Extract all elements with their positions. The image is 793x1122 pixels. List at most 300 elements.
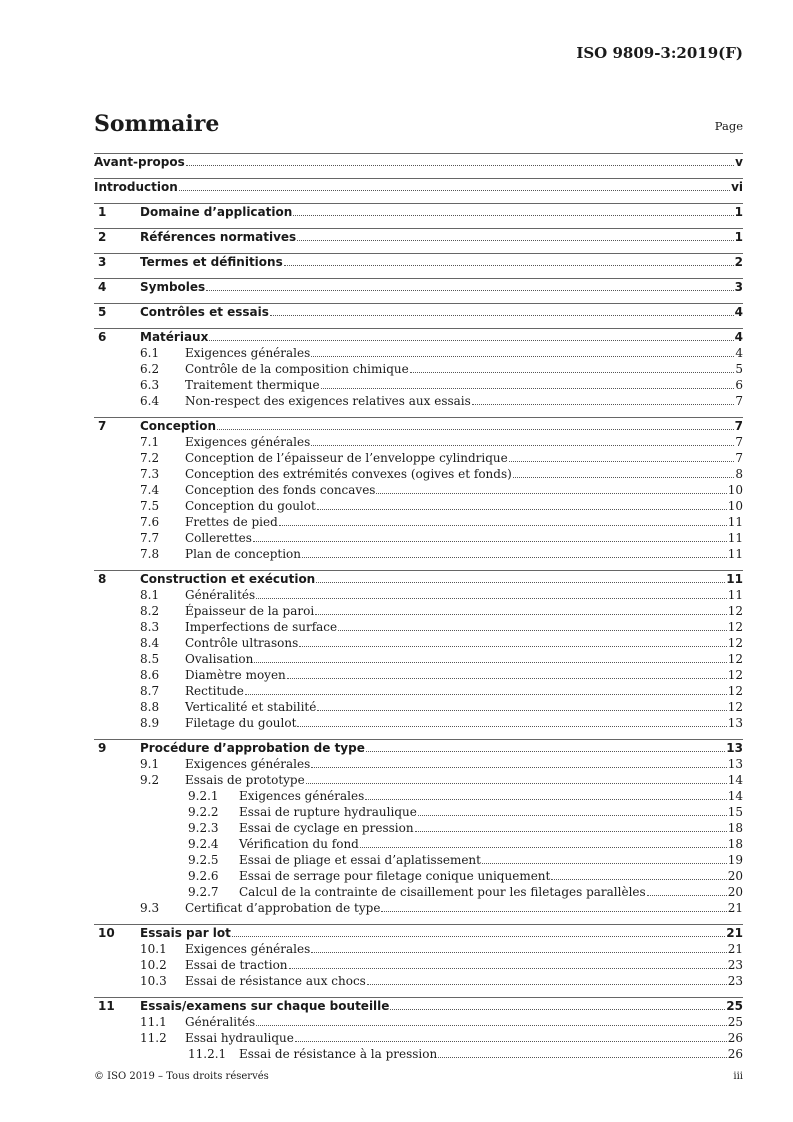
- toc-entry[interactable]: [94, 852, 743, 868]
- toc-entry-title: Exigences générales: [239, 789, 365, 803]
- toc-entry-number: 5: [98, 305, 107, 319]
- toc-entry-title: Rectitude: [185, 684, 244, 698]
- toc-entry-page: 23: [727, 974, 743, 988]
- toc-entry-page: 13: [726, 741, 743, 755]
- toc-entry-page: 7: [735, 394, 743, 408]
- toc-entry-number: 10: [98, 926, 115, 940]
- toc-entry[interactable]: [94, 973, 743, 989]
- dot-leader: [365, 788, 726, 800]
- toc-entry-page: 14: [727, 773, 743, 787]
- toc-entry[interactable]: [94, 900, 743, 916]
- toc-entry[interactable]: [94, 377, 743, 393]
- page-column-label: Page: [714, 119, 743, 133]
- toc-entry[interactable]: [94, 204, 743, 220]
- toc-entry-line: [140, 229, 743, 245]
- toc-entry-title: Références normatives: [140, 230, 297, 244]
- toc-entry-page: 1: [734, 205, 743, 219]
- toc-entry[interactable]: [94, 514, 743, 530]
- toc-entry-title: Filetage du goulot: [185, 716, 297, 730]
- toc-entry-line: [185, 393, 743, 409]
- toc-entry-number: 1: [98, 205, 107, 219]
- toc-entry-title: Essais par lot: [140, 926, 231, 940]
- dot-leader: [360, 836, 727, 848]
- toc-entry-number: 8: [98, 572, 107, 586]
- toc-entry[interactable]: [94, 229, 743, 245]
- toc-entry-number: 7.7: [140, 531, 160, 545]
- dot-leader: [206, 279, 733, 291]
- toc-entry-title: Essais/examens sur chaque bouteille: [140, 999, 390, 1013]
- toc-entry-line: [185, 603, 743, 619]
- toc-entry-number: 6.1: [140, 346, 160, 360]
- dot-leader: [297, 715, 726, 727]
- toc-entry-title: Généralités: [185, 1015, 256, 1029]
- dot-leader: [509, 450, 735, 462]
- toc-entry-title: Essai de cyclage en pression: [239, 821, 414, 835]
- toc-entry-line: [185, 900, 743, 916]
- toc-entry[interactable]: [94, 546, 743, 562]
- toc-entry-line: [185, 530, 743, 546]
- dot-leader: [245, 683, 727, 695]
- dot-leader: [418, 804, 727, 816]
- toc-entry-line: [185, 546, 743, 562]
- dot-leader: [256, 587, 727, 599]
- dot-leader: [289, 957, 727, 969]
- toc-entry-number: 9.2.4: [188, 837, 219, 851]
- toc-entry-line: [185, 482, 743, 498]
- toc-entry-line: [140, 418, 743, 434]
- toc-entry-number: 8.2: [140, 604, 160, 618]
- dot-leader: [293, 204, 733, 216]
- dot-leader: [232, 925, 725, 937]
- toc-entry[interactable]: [94, 772, 743, 788]
- toc-entry-number: 8.8: [140, 700, 160, 714]
- toc-entry[interactable]: [94, 667, 743, 683]
- toc-entry[interactable]: [94, 715, 743, 731]
- table-of-contents: [94, 153, 743, 1062]
- toc-entry-page: 4: [734, 330, 743, 344]
- dot-leader: [270, 304, 734, 316]
- toc-entry-title: Essai de résistance aux chocs: [185, 974, 366, 988]
- toc-entry-page: 8: [735, 467, 743, 481]
- toc-entry-number: 9.2: [140, 773, 160, 787]
- toc-entry-line: [140, 998, 743, 1014]
- toc-entry-title: Certificat d’approbation de type: [185, 901, 381, 915]
- dot-leader: [279, 514, 727, 526]
- toc-entry-line: [239, 852, 743, 868]
- toc-entry-page: 19: [727, 853, 743, 867]
- toc-entry-line: [185, 635, 743, 651]
- toc-entry[interactable]: [94, 279, 743, 295]
- toc-entry[interactable]: [94, 466, 743, 482]
- toc-entry-page: 11: [727, 515, 743, 529]
- dot-leader: [186, 154, 734, 166]
- toc-entry-line: [140, 329, 743, 345]
- toc-entry-number: 3: [98, 255, 107, 269]
- dot-leader: [316, 571, 725, 583]
- toc-entry-page: 7: [735, 451, 743, 465]
- toc-entry-line: [140, 204, 743, 220]
- title-row: [94, 111, 743, 139]
- toc-entry-number: 11.1: [140, 1015, 167, 1029]
- toc-entry-title: Contrôle de la composition chimique: [185, 362, 409, 376]
- toc-entry-title: Vérification du fond: [239, 837, 359, 851]
- toc-entry[interactable]: [94, 418, 743, 434]
- toc-entry-number: 2: [98, 230, 107, 244]
- toc-entry-number: 7.3: [140, 467, 160, 481]
- toc-entry[interactable]: [94, 179, 743, 195]
- toc-entry[interactable]: [94, 699, 743, 715]
- dot-leader: [513, 466, 735, 478]
- toc-entry-line: [185, 377, 743, 393]
- document-id: ISO 9809-3:2019(F): [576, 44, 743, 62]
- dot-leader: [287, 667, 727, 679]
- toc-entry-title: Essais de prototype: [185, 773, 305, 787]
- toc-entry-line: [140, 254, 743, 270]
- toc-entry[interactable]: [94, 1030, 743, 1046]
- toc-entry-title: Exigences générales: [185, 435, 311, 449]
- toc-entry-number: 8.7: [140, 684, 160, 698]
- toc-entry-page: 12: [727, 636, 743, 650]
- toc-entry-number: 9.2.7: [188, 885, 219, 899]
- toc-entry[interactable]: [94, 635, 743, 651]
- toc-entry-title: Non-respect des exigences relatives aux essais: [185, 394, 471, 408]
- toc-entry-line: [94, 154, 743, 170]
- toc-entry-line: [185, 667, 743, 683]
- toc-entry[interactable]: [94, 836, 743, 852]
- toc-entry-number: 9.2.6: [188, 869, 219, 883]
- dot-leader: [311, 345, 734, 357]
- dot-leader: [284, 254, 734, 266]
- dot-leader: [311, 434, 734, 446]
- dot-leader: [306, 772, 727, 784]
- toc-entry-line: [185, 345, 743, 361]
- toc-entry[interactable]: [94, 957, 743, 973]
- toc-entry-title: Construction et exécution: [140, 572, 316, 586]
- toc-entry-line: [185, 699, 743, 715]
- toc-entry-number: 7.6: [140, 515, 160, 529]
- toc-entry-number: 10.1: [140, 942, 167, 956]
- toc-entry-page: 26: [727, 1031, 743, 1045]
- toc-entry[interactable]: [94, 571, 743, 587]
- toc-entry-title: Plan de conception: [185, 547, 301, 561]
- toc-entry-line: [185, 361, 743, 377]
- toc-entry-line: [185, 619, 743, 635]
- dot-leader: [472, 393, 735, 405]
- toc-entry-number: 7.8: [140, 547, 160, 561]
- toc-entry-title: Essai de serrage pour filetage conique uniquement: [239, 869, 551, 883]
- toc-entry-line: [185, 715, 743, 731]
- page-title: Sommaire: [94, 111, 220, 137]
- toc-entry-title: Essai de traction: [185, 958, 288, 972]
- toc-entry-line: [239, 804, 743, 820]
- toc-entry-title: Procédure d’approbation de type: [140, 741, 365, 755]
- dot-leader: [647, 884, 727, 896]
- toc-entry-title: Généralités: [185, 588, 256, 602]
- toc-entry-line: [185, 1014, 743, 1030]
- toc-entry-title: Exigences générales: [185, 942, 311, 956]
- toc-entry-line: [185, 651, 743, 667]
- dot-leader: [217, 418, 734, 430]
- toc-entry-number: 8.4: [140, 636, 160, 650]
- toc-entry-number: 9: [98, 741, 107, 755]
- dot-leader: [317, 699, 726, 711]
- toc-entry[interactable]: [94, 868, 743, 884]
- toc-entry-number: 10.2: [140, 958, 167, 972]
- toc-entry-page: 21: [727, 942, 743, 956]
- toc-entry-page: vi: [731, 180, 743, 194]
- toc-entry-page: 12: [727, 652, 743, 666]
- toc-entry-title: Exigences générales: [185, 757, 311, 771]
- toc-entry-number: 8.3: [140, 620, 160, 634]
- toc-entry-number: 7.4: [140, 483, 160, 497]
- toc-entry-line: [94, 179, 743, 195]
- toc-entry-line: [140, 304, 743, 320]
- dot-leader: [297, 229, 733, 241]
- toc-entry-page: 6: [735, 378, 743, 392]
- toc-entry[interactable]: [94, 651, 743, 667]
- toc-entry[interactable]: [94, 740, 743, 756]
- toc-entry-number: 4: [98, 280, 107, 294]
- toc-entry[interactable]: [94, 884, 743, 900]
- dot-leader: [295, 1030, 727, 1042]
- dot-leader: [317, 498, 727, 510]
- toc-entry-page: 10: [727, 483, 743, 497]
- toc-entry-page: 12: [727, 700, 743, 714]
- toc-entry[interactable]: [94, 450, 743, 466]
- toc-entry-number: 6.4: [140, 394, 160, 408]
- toc-entry-page: 20: [727, 885, 743, 899]
- toc-entry[interactable]: [94, 603, 743, 619]
- toc-entry-title: Conception: [140, 419, 217, 433]
- toc-entry-page: 5: [735, 362, 743, 376]
- dot-leader: [253, 530, 727, 542]
- toc-entry-title: Termes et définitions: [140, 255, 283, 269]
- toc-entry-page: 7: [734, 419, 743, 433]
- toc-entry-page: 18: [727, 837, 743, 851]
- toc-entry-page: 4: [735, 346, 743, 360]
- toc-entry-title: Essai hydraulique: [185, 1031, 294, 1045]
- toc-entry-number: 6: [98, 330, 107, 344]
- toc-entry-page: 11: [727, 531, 743, 545]
- toc-entry-number: 7.2: [140, 451, 160, 465]
- toc-entry-number: 8.1: [140, 588, 160, 602]
- toc-entry-line: [239, 788, 743, 804]
- dot-leader: [254, 651, 726, 663]
- toc-entry[interactable]: [94, 925, 743, 941]
- toc-entry-number: 8.5: [140, 652, 160, 666]
- toc-entry-title: Conception des extrémités convexes (ogives et fonds): [185, 467, 512, 481]
- dot-leader: [302, 546, 727, 558]
- toc-entry[interactable]: [94, 498, 743, 514]
- toc-entry[interactable]: [94, 154, 743, 170]
- toc-entry-page: 21: [727, 901, 743, 915]
- toc-entry-number: 9.2.2: [188, 805, 219, 819]
- toc-entry-title: Conception des fonds concaves: [185, 483, 376, 497]
- toc-entry-page: 3: [734, 280, 743, 294]
- toc-entry[interactable]: [94, 345, 743, 361]
- toc-entry-page: 1: [734, 230, 743, 244]
- dot-leader: [321, 377, 735, 389]
- toc-entry[interactable]: [94, 304, 743, 320]
- toc-entry[interactable]: [94, 683, 743, 699]
- footer-copyright: © ISO 2019 – Tous droits réservés: [94, 1071, 269, 1082]
- toc-entry-page: 12: [727, 620, 743, 634]
- toc-entry-line: [239, 884, 743, 900]
- toc-entry-number: 6.3: [140, 378, 160, 392]
- toc-entry-title: Calcul de la contrainte de cisaillement pour les filetages parallèles: [239, 885, 646, 899]
- toc-entry-page: 13: [727, 716, 743, 730]
- footer-page-number: iii: [733, 1071, 743, 1082]
- dot-leader: [311, 941, 726, 953]
- toc-entry-number: 11.2.1: [188, 1047, 227, 1061]
- toc-entry[interactable]: [94, 941, 743, 957]
- toc-entry-title: Contrôles et essais: [140, 305, 269, 319]
- toc-entry-page: 21: [726, 926, 743, 940]
- toc-entry-number: 11.2: [140, 1031, 167, 1045]
- toc-entry[interactable]: [94, 820, 743, 836]
- toc-entry-title: Introduction: [94, 180, 178, 194]
- toc-entry-number: 9.2.3: [188, 821, 219, 835]
- toc-entry-page: 10: [727, 499, 743, 513]
- dot-leader: [482, 852, 727, 864]
- toc-entry-line: [185, 957, 743, 973]
- toc-entry-title: Frettes de pied: [185, 515, 278, 529]
- toc-entry-title: Traitement thermique: [185, 378, 320, 392]
- toc-entry-line: [185, 514, 743, 530]
- dot-leader: [256, 1014, 727, 1026]
- toc-entry[interactable]: [94, 788, 743, 804]
- toc-entry-number: 8.6: [140, 668, 160, 682]
- toc-entry-title: Essai de résistance à la pression: [239, 1047, 438, 1061]
- toc-entry-title: Matériaux: [140, 330, 209, 344]
- toc-entry-line: [185, 941, 743, 957]
- toc-entry-title: Avant-propos: [94, 155, 185, 169]
- toc-entry-number: 7: [98, 419, 107, 433]
- toc-entry-title: Collerettes: [185, 531, 252, 545]
- toc-entry-title: Imperfections de surface: [185, 620, 338, 634]
- toc-entry-page: 13: [727, 757, 743, 771]
- toc-entry[interactable]: [94, 1046, 743, 1062]
- toc-entry-number: 11: [98, 999, 115, 1013]
- toc-entry-number: 9.2.1: [188, 789, 219, 803]
- toc-entry-page: 7: [735, 435, 743, 449]
- toc-entry[interactable]: [94, 482, 743, 498]
- toc-entry-line: [140, 740, 743, 756]
- toc-entry-page: 18: [727, 821, 743, 835]
- dot-leader: [415, 820, 727, 832]
- toc-entry-page: v: [735, 155, 743, 169]
- dot-leader: [179, 179, 730, 191]
- toc-entry[interactable]: [94, 254, 743, 270]
- toc-entry-line: [140, 279, 743, 295]
- toc-entry[interactable]: [94, 329, 743, 345]
- toc-entry-title: Essai de pliage et essai d’aplatissement: [239, 853, 481, 867]
- toc-entry-page: 2: [734, 255, 743, 269]
- dot-leader: [366, 740, 725, 752]
- dot-leader: [390, 998, 725, 1010]
- toc-entry-line: [239, 820, 743, 836]
- toc-entry-page: 25: [726, 999, 743, 1013]
- toc-entry-page: 12: [727, 668, 743, 682]
- toc-entry-line: [239, 1046, 743, 1062]
- toc-entry-page: 15: [727, 805, 743, 819]
- toc-entry-title: Essai de rupture hydraulique: [239, 805, 417, 819]
- toc-entry[interactable]: [94, 434, 743, 450]
- toc-entry-line: [185, 772, 743, 788]
- dot-leader: [438, 1046, 727, 1058]
- toc-entry-title: Domaine d’application: [140, 205, 293, 219]
- dot-leader: [315, 603, 727, 615]
- toc-entry-line: [140, 925, 743, 941]
- toc-entry-page: 20: [727, 869, 743, 883]
- toc-entry-title: Conception de l’épaisseur de l’enveloppe cylindrique: [185, 451, 508, 465]
- toc-entry-title: Ovalisation: [185, 652, 254, 666]
- toc-entry-page: 12: [727, 684, 743, 698]
- toc-entry-line: [185, 434, 743, 450]
- toc-entry-line: [239, 836, 743, 852]
- toc-entry-page: 12: [727, 604, 743, 618]
- toc-entry[interactable]: [94, 393, 743, 409]
- toc-entry-title: Conception du goulot: [185, 499, 316, 513]
- toc-entry-title: Symboles: [140, 280, 206, 294]
- toc-entry-page: 4: [734, 305, 743, 319]
- toc-entry-line: [185, 587, 743, 603]
- dot-leader: [367, 973, 727, 985]
- toc-entry[interactable]: [94, 530, 743, 546]
- toc-entry-line: [185, 498, 743, 514]
- toc-entry-line: [140, 571, 743, 587]
- toc-entry-number: 9.1: [140, 757, 160, 771]
- toc-entry-page: 11: [726, 572, 743, 586]
- toc-entry-page: 14: [727, 789, 743, 803]
- dot-leader: [551, 868, 726, 880]
- dot-leader: [338, 619, 727, 631]
- toc-entry-page: 11: [727, 547, 743, 561]
- toc-entry[interactable]: [94, 998, 743, 1014]
- toc-entry-line: [185, 466, 743, 482]
- toc-entry[interactable]: [94, 1014, 743, 1030]
- toc-entry[interactable]: [94, 756, 743, 772]
- toc-entry-line: [239, 868, 743, 884]
- dot-leader: [381, 900, 726, 912]
- toc-entry-number: 9.2.5: [188, 853, 219, 867]
- toc-entry-line: [185, 683, 743, 699]
- toc-entry-number: 8.9: [140, 716, 160, 730]
- toc-entry-number: 7.5: [140, 499, 160, 513]
- dot-leader: [410, 361, 735, 373]
- toc-entry-number: 9.3: [140, 901, 160, 915]
- toc-entry[interactable]: [94, 619, 743, 635]
- toc-entry-number: 10.3: [140, 974, 167, 988]
- toc-entry-number: 7.1: [140, 435, 160, 449]
- toc-entry[interactable]: [94, 804, 743, 820]
- toc-entry-page: 25: [727, 1015, 743, 1029]
- toc-entry-line: [185, 756, 743, 772]
- toc-entry-line: [185, 973, 743, 989]
- toc-entry-line: [185, 450, 743, 466]
- toc-entry-page: 23: [727, 958, 743, 972]
- toc-entry-page: 11: [727, 588, 743, 602]
- toc-entry-title: Verticalité et stabilité: [185, 700, 317, 714]
- dot-leader: [209, 329, 733, 341]
- toc-entry[interactable]: [94, 587, 743, 603]
- toc-entry-page: 26: [727, 1047, 743, 1061]
- toc-entry-title: Exigences générales: [185, 346, 311, 360]
- toc-entry[interactable]: [94, 361, 743, 377]
- dot-leader: [299, 635, 726, 647]
- toc-entry-title: Contrôle ultrasons: [185, 636, 299, 650]
- dot-leader: [311, 756, 726, 768]
